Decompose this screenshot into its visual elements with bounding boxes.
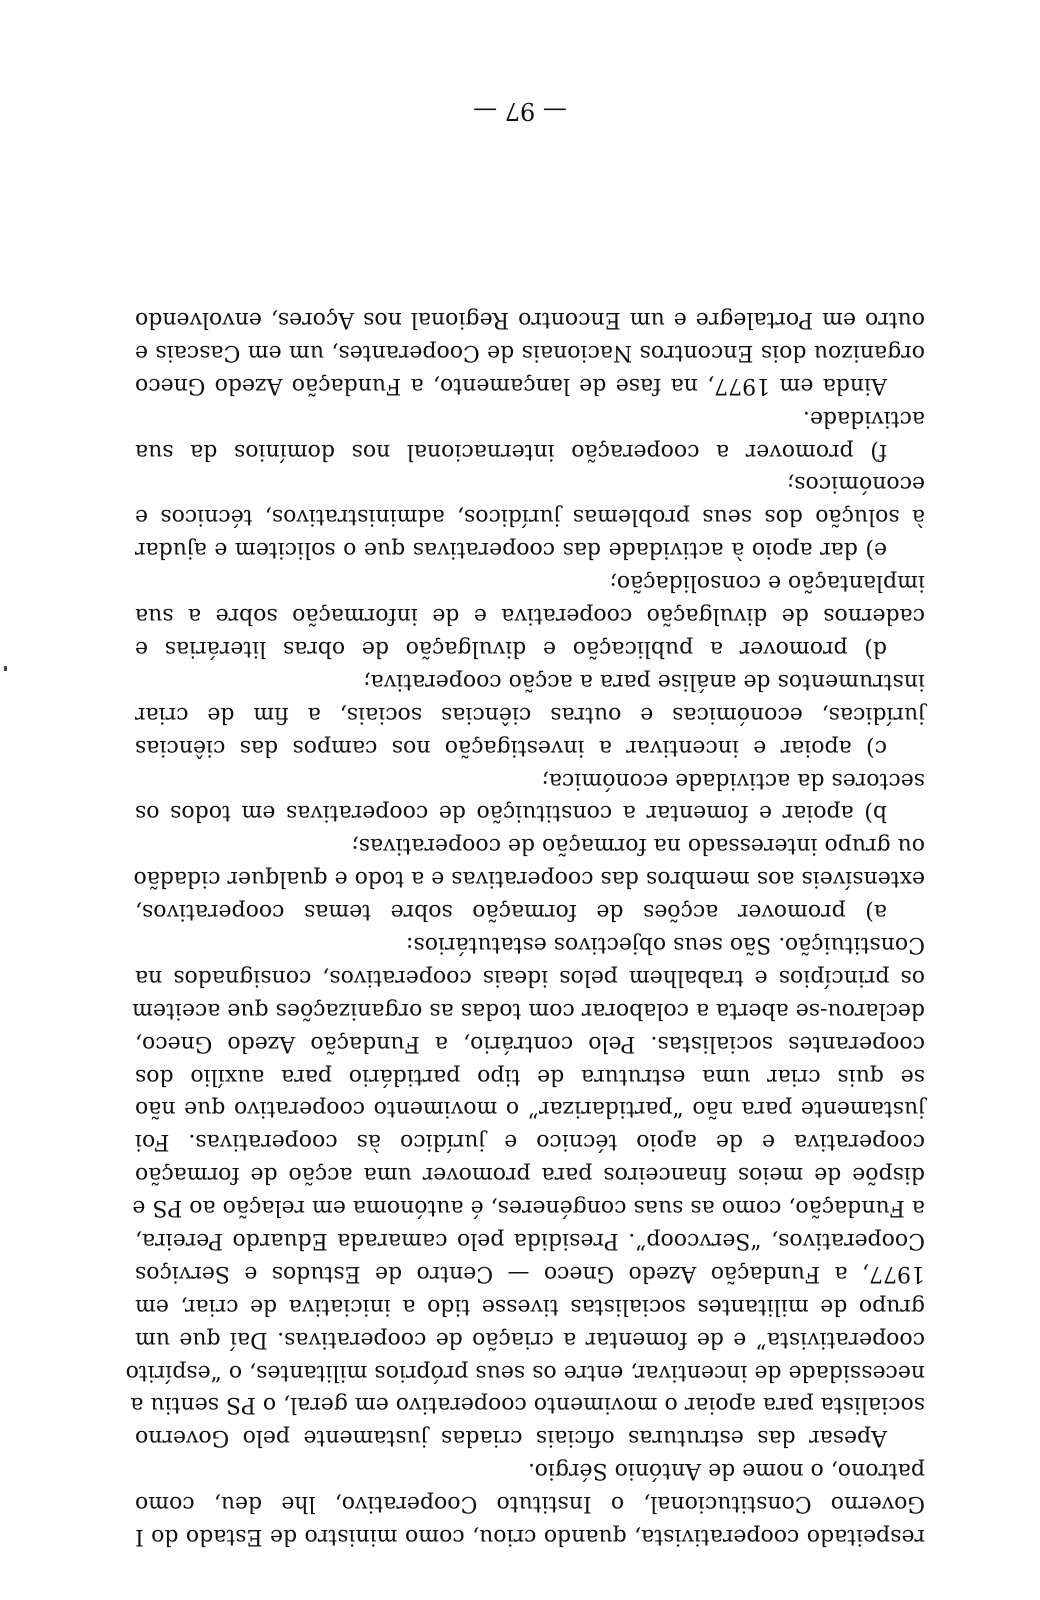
text-line: patrono, o nome de António Sérgio. [528, 1458, 925, 1484]
list-item-e: e) dar apoio à actividade das cooperativas que o solicitem e ajudar [135, 537, 887, 563]
text-line: respeitado cooperativista, quando criou, como ministro de Estado do I [135, 1524, 925, 1549]
text-line: organizou dois Encontros Nacionais de Cooperantes, um em Cascais e [135, 339, 925, 365]
text-line: cooperativista” e de fomentar a criação de cooperativas. Daí que um [135, 1326, 925, 1352]
text-line: socialista para apoiar o movimento cooperativo em geral, o PS sentiu a [130, 1392, 925, 1418]
text-line: instrumentos de análise para a acção cooperativa; [363, 668, 925, 694]
text-line: se quis criar uma estrutura de tipo partidário para auxílio dos [135, 1063, 925, 1089]
text-line: a Fundação, como as suas congéneres, é autónoma em relação ao PS e [132, 1195, 925, 1221]
text-line: sectores da actividade económica; [541, 767, 925, 793]
text-line: cadernos de divulgação cooperativa e de informação sobre a sua [135, 603, 925, 629]
text-line: os princípios e trabalhem pelos ideais cooperativos, consignados na [135, 964, 925, 990]
list-item-b: b) apoiar e fomentar a constituição de cooperativas em todos os [135, 800, 887, 826]
text-line: Governo Constitucional, o Instituto Cooperativo, lhe deu, como [135, 1491, 925, 1517]
text-line: económicos; [786, 471, 925, 497]
text-line: dispõe de meios financeiros para promover uma acção de formação [135, 1162, 925, 1188]
text-line: implantação e consolidação; [609, 570, 925, 596]
text-line: grupo de militantes socialistas tivesse tido a iniciativa de criar, em [135, 1293, 925, 1319]
list-item-d: d) promover a publicação e divulgação de obras literárias e [135, 635, 887, 661]
page-number: — 97 — [473, 97, 567, 125]
text-line: jurídicas, económicas e outras ciências sociais, a fim de criar [135, 701, 925, 727]
text-line: extensíveis aos membros das cooperativas e a todo e qualquer cidadão [133, 866, 925, 892]
text-line: declarou-se aberta a colaborar com todas as organizações que aceitem [132, 997, 925, 1023]
paragraph-start-line: Apesar das estruturas oficiais criadas justamente pelo Governo [135, 1425, 887, 1451]
text-line: necessidade de incentivar, entre os seus próprios militantes, o “espírito [125, 1359, 925, 1385]
text-line: cooperativa e de apoio técnico e jurídico às cooperativas. Foi [135, 1129, 925, 1155]
text-line: 1977, a Fundação Azedo Gneco — Centro de Estudos e Serviços [135, 1260, 925, 1286]
text-line: actividade. [802, 405, 925, 431]
text-line: ou grupo interessado na formação de cooperativas; [351, 833, 925, 859]
scan-speck [4, 666, 7, 671]
text-line: Constituição. São seus objectivos estatutários: [406, 931, 925, 957]
list-item-a: a) promover acções de formação sobre temas cooperativos, [135, 899, 887, 925]
text-line: justamente para não “partidarizar” o movimento cooperativo que não [135, 1096, 925, 1122]
text-line: cooperantes socialistas. Pelo contrário, a Fundação Azedo Gneco, [135, 1030, 925, 1056]
text-line: à solução dos seus problemas jurídicos, administrativos, técnicos e [135, 504, 925, 530]
paragraph-start-line: Ainda em 1977, na fase de lançamento, a Fundação Azedo Gneco [135, 372, 887, 398]
text-line: outro em Portalegre e um Encontro Regional nos Açores, envolvendo [135, 307, 925, 333]
body-text [125, 302, 925, 1552]
text-line: Cooperativos, “Servcoop”. Presidida pelo camarada Eduardo Pereira, [135, 1227, 925, 1253]
list-item-f: f) promover a cooperação internacional nos domínios da sua [135, 438, 887, 464]
list-item-c: c) apoiar e incentivar a investigação nos campos das ciências [135, 734, 887, 760]
